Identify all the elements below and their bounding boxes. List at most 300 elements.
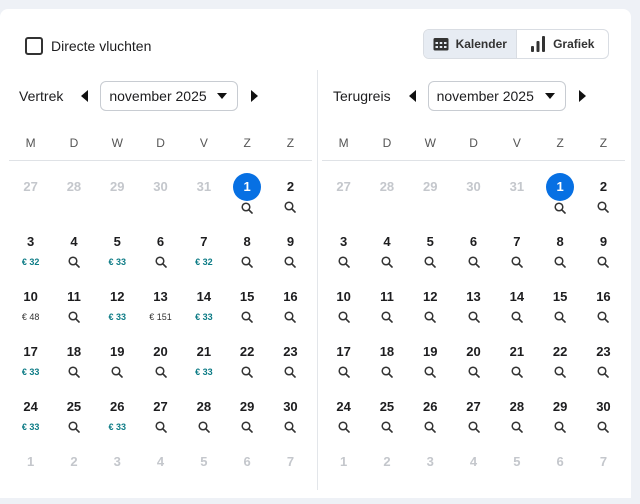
weekday-label: D bbox=[69, 136, 79, 150]
caret-left-icon bbox=[409, 90, 417, 102]
day-number: 27 bbox=[336, 179, 351, 194]
calendar-day[interactable] bbox=[225, 284, 268, 339]
bar-chart-icon bbox=[530, 36, 546, 52]
day-search bbox=[424, 365, 436, 379]
day-search bbox=[198, 420, 210, 434]
day-search bbox=[381, 365, 393, 379]
departure-weekday-divider bbox=[9, 160, 312, 161]
calendar-day[interactable] bbox=[452, 394, 495, 449]
search-icon bbox=[284, 366, 296, 378]
day-number: 3 bbox=[340, 234, 348, 249]
search-icon bbox=[597, 201, 609, 213]
departure-weekday-row bbox=[9, 136, 312, 150]
day-search bbox=[284, 365, 296, 379]
day-number: 15 bbox=[552, 289, 568, 304]
day-number: 18 bbox=[66, 344, 82, 359]
day-number: 21 bbox=[196, 344, 212, 359]
day-number: 30 bbox=[596, 399, 611, 414]
day-number: 7 bbox=[200, 234, 208, 249]
calendar-day-outside-month bbox=[538, 449, 581, 504]
departure-days-grid bbox=[9, 174, 312, 504]
return-month-select[interactable] bbox=[428, 81, 566, 111]
weekday-label: M bbox=[25, 136, 36, 150]
weekday-label: M bbox=[338, 136, 349, 150]
search-icon bbox=[424, 366, 436, 378]
calendar-day[interactable] bbox=[322, 394, 365, 449]
day-number: 22 bbox=[552, 344, 568, 359]
day-number: 16 bbox=[596, 289, 611, 304]
day-search bbox=[241, 365, 253, 379]
day-search bbox=[381, 255, 393, 269]
calendar-day-outside-month bbox=[409, 449, 452, 504]
search-icon bbox=[381, 421, 393, 433]
day-number: 12 bbox=[110, 289, 125, 304]
day-number: 17 bbox=[23, 344, 38, 359]
selected-day-number: 1 bbox=[546, 173, 574, 201]
day-number: 30 bbox=[153, 179, 168, 194]
day-search bbox=[68, 365, 80, 379]
day-number: 25 bbox=[379, 399, 395, 414]
calendar-day-outside-month bbox=[322, 449, 365, 504]
day-search bbox=[597, 200, 609, 214]
return-month-value: november 2025 bbox=[436, 88, 534, 104]
day-number: 11 bbox=[67, 289, 81, 304]
calendar-day[interactable] bbox=[322, 284, 365, 339]
calendar-day[interactable] bbox=[538, 229, 581, 284]
calendar-day[interactable] bbox=[365, 339, 408, 394]
calendar-day-outside-month bbox=[52, 449, 95, 504]
weekday-label: W bbox=[111, 136, 123, 150]
day-number: 19 bbox=[110, 344, 125, 359]
calendar-day[interactable] bbox=[9, 284, 52, 339]
day-number: 12 bbox=[423, 289, 438, 304]
calendar-day-outside-month bbox=[452, 174, 495, 229]
day-number: 8 bbox=[243, 234, 251, 249]
day-number: 2 bbox=[70, 454, 78, 469]
calendar-day-outside-month bbox=[452, 449, 495, 504]
search-icon bbox=[284, 256, 296, 268]
day-number: 2 bbox=[286, 179, 295, 194]
search-icon bbox=[424, 421, 436, 433]
departure-month-select[interactable] bbox=[100, 81, 238, 111]
search-icon bbox=[338, 256, 350, 268]
calendar-day[interactable] bbox=[96, 229, 139, 284]
day-number: 3 bbox=[113, 454, 121, 469]
search-icon bbox=[468, 256, 480, 268]
day-number: 2 bbox=[383, 454, 391, 469]
calendar-day[interactable] bbox=[538, 339, 581, 394]
day-number: 29 bbox=[110, 179, 125, 194]
day-number: 5 bbox=[513, 454, 521, 469]
search-icon bbox=[241, 311, 253, 323]
calendar-day[interactable] bbox=[269, 339, 312, 394]
calendar-day[interactable] bbox=[452, 229, 495, 284]
day-number: 6 bbox=[243, 454, 251, 469]
day-number: 1 bbox=[27, 454, 35, 469]
calendar-day-outside-month bbox=[269, 449, 312, 504]
search-icon bbox=[241, 202, 253, 214]
search-icon bbox=[424, 256, 436, 268]
calendar-day-outside-month bbox=[365, 174, 408, 229]
return-days-grid bbox=[322, 174, 625, 504]
search-icon bbox=[511, 311, 523, 323]
search-icon bbox=[241, 421, 253, 433]
calendar-day-outside-month bbox=[52, 174, 95, 229]
direct-flights-option[interactable] bbox=[25, 37, 151, 55]
day-search bbox=[468, 420, 480, 434]
day-number: 28 bbox=[379, 179, 395, 194]
search-icon bbox=[381, 256, 393, 268]
calendar-day[interactable] bbox=[365, 284, 408, 339]
day-number: 23 bbox=[283, 344, 298, 359]
calendar-day[interactable] bbox=[9, 394, 52, 449]
day-search bbox=[68, 255, 80, 269]
calendar-day[interactable] bbox=[409, 394, 452, 449]
day-search bbox=[284, 255, 296, 269]
calendar-day[interactable] bbox=[452, 339, 495, 394]
day-number: 10 bbox=[336, 289, 351, 304]
day-search bbox=[241, 420, 253, 434]
calendar-day[interactable] bbox=[495, 339, 538, 394]
chart-view-button[interactable] bbox=[516, 30, 609, 58]
day-number: 2 bbox=[599, 179, 608, 194]
day-price: € 48 bbox=[21, 312, 40, 322]
search-icon bbox=[284, 311, 296, 323]
return-prev-month-button[interactable] bbox=[407, 88, 419, 104]
calendar-day-outside-month bbox=[495, 449, 538, 504]
day-search bbox=[597, 365, 609, 379]
search-icon bbox=[554, 256, 566, 268]
calendar-day-outside-month bbox=[139, 174, 182, 229]
return-weekday-divider bbox=[322, 160, 625, 161]
direct-flights-checkbox[interactable] bbox=[25, 37, 43, 55]
calendar-day-outside-month bbox=[322, 174, 365, 229]
calendar-day-outside-month bbox=[409, 174, 452, 229]
search-icon bbox=[554, 366, 566, 378]
day-price: € 33 bbox=[108, 257, 126, 267]
day-search bbox=[338, 310, 350, 324]
search-icon bbox=[241, 256, 253, 268]
day-number: 14 bbox=[196, 289, 212, 304]
day-search bbox=[511, 365, 523, 379]
day-price: € 33 bbox=[195, 312, 213, 322]
day-price: € 32 bbox=[21, 257, 40, 267]
day-search bbox=[241, 310, 253, 324]
search-icon bbox=[511, 256, 523, 268]
day-price: € 33 bbox=[195, 367, 213, 377]
calendar-day-outside-month bbox=[9, 174, 52, 229]
calendar-day[interactable] bbox=[52, 284, 95, 339]
weekday-label: W bbox=[424, 136, 436, 150]
day-number: 22 bbox=[239, 344, 255, 359]
search-icon bbox=[511, 421, 523, 433]
calendar-day[interactable] bbox=[409, 339, 452, 394]
calendar-day[interactable] bbox=[582, 339, 625, 394]
calendar-view-button[interactable] bbox=[424, 30, 516, 58]
search-icon bbox=[68, 421, 80, 433]
calendar-day[interactable] bbox=[182, 229, 225, 284]
day-search bbox=[554, 420, 566, 434]
departure-prev-month-button[interactable] bbox=[79, 88, 91, 104]
calendar-day-outside-month bbox=[96, 174, 139, 229]
search-icon bbox=[111, 366, 123, 378]
day-number: 7 bbox=[513, 234, 521, 249]
calendar-day-outside-month bbox=[365, 449, 408, 504]
calendar-divider bbox=[317, 70, 318, 490]
day-number: 30 bbox=[283, 399, 298, 414]
day-search bbox=[511, 420, 523, 434]
day-number: 27 bbox=[466, 399, 481, 414]
day-number: 4 bbox=[70, 234, 78, 249]
search-icon bbox=[338, 311, 350, 323]
day-number: 15 bbox=[239, 289, 255, 304]
calendar-day[interactable] bbox=[269, 174, 312, 229]
day-number: 3 bbox=[27, 234, 35, 249]
calendar-day-outside-month bbox=[225, 449, 268, 504]
day-number: 29 bbox=[423, 179, 438, 194]
calendar-day-outside-month bbox=[9, 449, 52, 504]
search-icon bbox=[68, 256, 80, 268]
day-number: 21 bbox=[509, 344, 525, 359]
day-number: 9 bbox=[599, 234, 608, 249]
day-number: 24 bbox=[23, 399, 38, 414]
calendar-day[interactable] bbox=[225, 229, 268, 284]
departure-label: Vertrek bbox=[19, 88, 64, 104]
day-number: 28 bbox=[196, 399, 212, 414]
calendar-day[interactable] bbox=[52, 339, 95, 394]
day-number: 29 bbox=[552, 399, 568, 414]
weekday-label: Z bbox=[556, 136, 564, 150]
calendar-day[interactable] bbox=[582, 229, 625, 284]
day-number: 19 bbox=[423, 344, 438, 359]
calendar-day[interactable] bbox=[409, 229, 452, 284]
search-icon bbox=[468, 421, 480, 433]
calendar-icon bbox=[433, 37, 449, 51]
day-number: 29 bbox=[239, 399, 255, 414]
day-number: 5 bbox=[200, 454, 208, 469]
day-search bbox=[155, 365, 167, 379]
day-search bbox=[424, 310, 436, 324]
calendar-day[interactable] bbox=[225, 394, 268, 449]
day-search bbox=[554, 255, 566, 269]
day-number: 18 bbox=[379, 344, 395, 359]
view-toggle bbox=[423, 29, 609, 59]
selected-day-number: 1 bbox=[233, 173, 261, 201]
calendar-day[interactable] bbox=[52, 394, 95, 449]
calendar-day[interactable] bbox=[225, 174, 268, 229]
calendar-day[interactable] bbox=[269, 229, 312, 284]
day-number: 20 bbox=[466, 344, 481, 359]
day-search bbox=[284, 310, 296, 324]
calendar-day[interactable] bbox=[139, 339, 182, 394]
weekday-label: Z bbox=[243, 136, 251, 150]
day-number: 7 bbox=[286, 454, 295, 469]
search-icon bbox=[597, 366, 609, 378]
calendar-day[interactable] bbox=[495, 284, 538, 339]
chart-view-label: Grafiek bbox=[553, 37, 595, 51]
calendar-day[interactable] bbox=[495, 229, 538, 284]
day-number: 3 bbox=[426, 454, 434, 469]
day-number: 16 bbox=[283, 289, 298, 304]
day-search bbox=[338, 255, 350, 269]
return-weekday-row bbox=[322, 136, 625, 150]
calendar-day-outside-month bbox=[139, 449, 182, 504]
day-price: € 33 bbox=[21, 422, 40, 432]
calendar-day[interactable] bbox=[182, 339, 225, 394]
search-icon bbox=[554, 311, 566, 323]
caret-left-icon bbox=[81, 90, 89, 102]
day-number: 10 bbox=[23, 289, 38, 304]
search-icon bbox=[155, 421, 167, 433]
day-search bbox=[241, 255, 253, 269]
weekday-label: Z bbox=[286, 136, 295, 150]
day-number: 7 bbox=[599, 454, 608, 469]
calendar-day[interactable] bbox=[409, 284, 452, 339]
search-icon bbox=[468, 366, 480, 378]
direct-flights-label: Directe vluchten bbox=[51, 38, 152, 54]
day-search bbox=[155, 255, 167, 269]
weekday-label: D bbox=[156, 136, 165, 150]
calendar-day[interactable] bbox=[182, 284, 225, 339]
day-search bbox=[381, 310, 393, 324]
day-price: € 32 bbox=[195, 257, 213, 267]
day-number: 20 bbox=[153, 344, 168, 359]
search-icon bbox=[241, 366, 253, 378]
day-search bbox=[68, 420, 80, 434]
day-number: 24 bbox=[336, 399, 351, 414]
day-search bbox=[155, 420, 167, 434]
day-search bbox=[338, 365, 350, 379]
calendar-day[interactable] bbox=[225, 339, 268, 394]
day-search bbox=[111, 365, 123, 379]
day-search bbox=[241, 201, 253, 215]
weekday-label: D bbox=[469, 136, 478, 150]
calendar-day[interactable] bbox=[582, 394, 625, 449]
day-search bbox=[554, 310, 566, 324]
calendar-day[interactable] bbox=[139, 394, 182, 449]
search-icon bbox=[468, 311, 480, 323]
search-icon bbox=[424, 311, 436, 323]
day-search bbox=[424, 255, 436, 269]
calendar-day-outside-month bbox=[182, 449, 225, 504]
day-number: 31 bbox=[196, 179, 212, 194]
calendar-day[interactable] bbox=[96, 284, 139, 339]
day-search bbox=[511, 310, 523, 324]
calendar-day[interactable] bbox=[452, 284, 495, 339]
search-icon bbox=[284, 201, 296, 213]
search-icon bbox=[198, 421, 210, 433]
departure-next-month-button[interactable] bbox=[248, 88, 260, 104]
day-search bbox=[68, 310, 80, 324]
day-number: 1 bbox=[340, 454, 348, 469]
calendar-day[interactable] bbox=[495, 394, 538, 449]
search-icon bbox=[597, 256, 609, 268]
search-icon bbox=[284, 421, 296, 433]
calendar-day[interactable] bbox=[269, 394, 312, 449]
day-search bbox=[381, 420, 393, 434]
search-icon bbox=[511, 366, 523, 378]
day-number: 28 bbox=[66, 179, 82, 194]
day-search bbox=[597, 420, 609, 434]
day-search bbox=[284, 200, 296, 214]
day-number: 6 bbox=[556, 454, 564, 469]
calendar-day[interactable] bbox=[365, 229, 408, 284]
day-number: 23 bbox=[596, 344, 611, 359]
calendar-day[interactable] bbox=[322, 339, 365, 394]
day-search bbox=[554, 365, 566, 379]
day-number: 4 bbox=[383, 234, 391, 249]
day-number: 4 bbox=[156, 454, 165, 469]
search-icon bbox=[554, 202, 566, 214]
search-icon bbox=[68, 366, 80, 378]
day-number: 11 bbox=[380, 289, 394, 304]
day-number: 30 bbox=[466, 179, 481, 194]
calendar-day[interactable] bbox=[582, 174, 625, 229]
calendar-day[interactable] bbox=[182, 394, 225, 449]
calendar-day[interactable] bbox=[9, 229, 52, 284]
calendar-day[interactable] bbox=[9, 339, 52, 394]
search-icon bbox=[597, 311, 609, 323]
day-price: € 151 bbox=[149, 312, 172, 322]
day-number: 25 bbox=[66, 399, 82, 414]
search-icon bbox=[381, 366, 393, 378]
calendar-day[interactable] bbox=[96, 339, 139, 394]
search-icon bbox=[338, 421, 350, 433]
departure-calendar-header bbox=[19, 81, 260, 111]
day-number: 6 bbox=[469, 234, 478, 249]
day-number: 27 bbox=[23, 179, 38, 194]
calendar-day[interactable] bbox=[365, 394, 408, 449]
day-number: 5 bbox=[113, 234, 121, 249]
day-price: € 33 bbox=[108, 422, 126, 432]
weekday-label: Z bbox=[599, 136, 608, 150]
calendar-day[interactable] bbox=[139, 229, 182, 284]
search-icon bbox=[68, 311, 80, 323]
day-search bbox=[424, 420, 436, 434]
search-icon bbox=[554, 421, 566, 433]
calendar-day[interactable] bbox=[538, 284, 581, 339]
day-number: 26 bbox=[423, 399, 438, 414]
day-number: 5 bbox=[426, 234, 434, 249]
day-number: 13 bbox=[466, 289, 481, 304]
calendar-day-outside-month bbox=[495, 174, 538, 229]
day-number: 4 bbox=[469, 454, 478, 469]
calendar-day[interactable] bbox=[322, 229, 365, 284]
calendar-day-outside-month bbox=[582, 449, 625, 504]
return-next-month-button[interactable] bbox=[576, 88, 588, 104]
day-search bbox=[597, 255, 609, 269]
weekday-label: V bbox=[199, 136, 208, 150]
weekday-label: D bbox=[382, 136, 392, 150]
day-number: 28 bbox=[509, 399, 525, 414]
chevron-down-icon bbox=[217, 93, 227, 99]
day-price: € 33 bbox=[108, 312, 126, 322]
day-number: 9 bbox=[286, 234, 295, 249]
calendar-day[interactable] bbox=[96, 394, 139, 449]
calendar-day[interactable] bbox=[52, 229, 95, 284]
day-number: 17 bbox=[336, 344, 351, 359]
weekday-label: V bbox=[512, 136, 521, 150]
return-calendar-header bbox=[333, 81, 588, 111]
day-search bbox=[468, 310, 480, 324]
day-number: 6 bbox=[156, 234, 165, 249]
search-icon bbox=[381, 311, 393, 323]
calendar-day[interactable] bbox=[139, 284, 182, 339]
calendar-day[interactable] bbox=[582, 284, 625, 339]
calendar-day[interactable] bbox=[538, 174, 581, 229]
calendar-day[interactable] bbox=[538, 394, 581, 449]
calendar-day[interactable] bbox=[269, 284, 312, 339]
